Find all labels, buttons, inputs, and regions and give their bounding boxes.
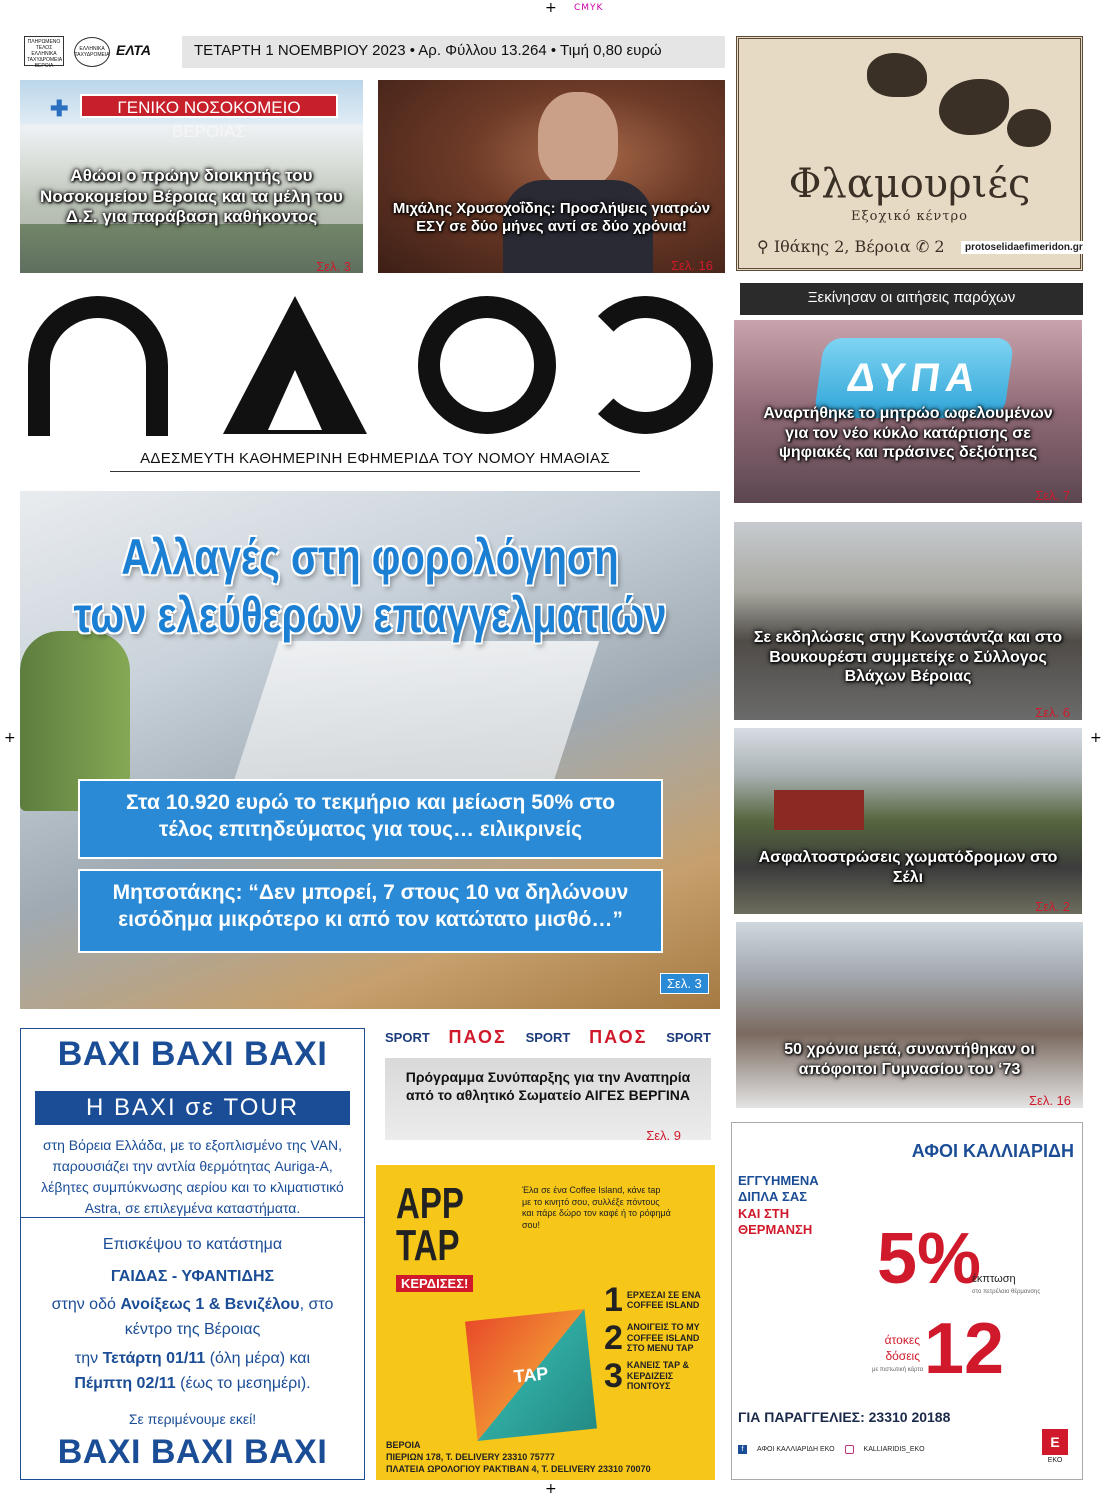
post-seal: ΕΛΛΗΝΙΚΑ ΤΑΧΥΔΡΟΜΕΙΑ [74, 37, 110, 67]
tagline-line2: ΔΙΠΛΑ ΣΑΣ [738, 1189, 808, 1205]
chalet-roof [774, 790, 864, 830]
story-headline: Σε εκδηλώσεις στην Κωνστάντζα και στο Βουκουρέστι συμμετείχε ο Σύλλογος Βλάχων Βέροιας [753, 629, 1063, 686]
story-headline: Αθώοι ο πρώην διοικητής του Νοσοκομείου Βέροιας και τα μέλη του Δ.Σ. για παράβαση καθήκοντος [40, 166, 343, 227]
tagline-line4: ΘΕΡΜΑΝΣΗ [738, 1221, 813, 1237]
street-pre: στην οδό [51, 1296, 121, 1313]
day1-pre: την [74, 1350, 103, 1367]
win-badge: ΚΕΡΔΙΣΕΣ! [396, 1275, 473, 1292]
ad-brand: Φλαμουριές [788, 161, 1031, 207]
baxi-title: BAXI BAXI BAXI [57, 1035, 328, 1073]
story-headline: Ασφαλτοστρώσεις χωματόδρομων στο Σέλι [758, 849, 1058, 886]
tap-cube: TAP [465, 1309, 597, 1441]
main-subhead-2: Μητσοτάκης: “Δεν μπορεί, 7 στους 10 να δηλώνουν εισόδημα μικρότερο κι από τον κατώτατο μισθό…” [78, 869, 663, 953]
registration-mark-right: + [1090, 730, 1102, 746]
coffee-address-1: ΠΙΕΡΙΩΝ 178, Τ. DELIVERY 23310 75777 [386, 1452, 555, 1463]
tagline: ΑΔΕΣΜΕΥΤΗ ΚΑΘΗΜΕΡΙΝΗ ΕΦΗΜΕΡΙΔΑ ΤΟΥ ΝΟΜΟΥ ΗΜΑΘΙΑΣ [110, 450, 640, 472]
address-text: Ιθάκης 2, Βέροια [773, 237, 911, 256]
baxi-footer: BAXI BAXI BAXI [57, 1433, 328, 1471]
divider [21, 1217, 364, 1218]
step-text: ΕΡΧΕΣΑΙ ΣΕ ΕΝΑ COFFEE ISLAND [626, 1289, 701, 1310]
leaf-icon [1007, 109, 1051, 147]
page-ref: Σελ. 9 [646, 1128, 681, 1143]
logo-letter-omicron [418, 296, 556, 434]
sport-headline: Πρόγραμμα Συνύπαρξης για την Αναπηρία από το αθλητικό Σωματείο ΑΙΓΕΣ ΒΕΡΓΙΝΑ [405, 1069, 691, 1104]
discount-label: έκπτωση [972, 1273, 1016, 1285]
facebook-icon[interactable]: f [738, 1445, 747, 1454]
step-2 [604, 1319, 704, 1357]
phone-icon: ✆ [915, 237, 930, 256]
ad-kalliaridi[interactable] [731, 1122, 1083, 1480]
tagline-line1: ΕΓΓΥΗΜΕΝΑ [738, 1173, 819, 1188]
coffee-city: ΒΕΡΟΙΑ [386, 1440, 421, 1450]
discount-note: στο πετρέλαιο θέρμανσης [972, 1289, 1041, 1295]
step-number: 1 [604, 1280, 623, 1319]
sport-header [385, 1026, 711, 1048]
kalliaridi-tagline [738, 1173, 819, 1238]
page-ref: Σελ. 6 [1035, 705, 1070, 720]
ad-subtitle: Εξοχικό κέντρο [851, 209, 968, 224]
main-subhead-1: Στα 10.920 ευρώ το τεκμήριο και μείωση 50% στο τέλος επιτηδεύματος για τους… ειλικρινείς [78, 779, 663, 859]
elta-text: ΕΛΤΑ [116, 42, 152, 58]
phone-text: 2 [934, 237, 945, 256]
kalliaridi-social [738, 1445, 925, 1454]
sport-label: SPORT [666, 1029, 711, 1045]
mini-logo: ΠΑΟΣ [448, 1026, 507, 1047]
story-headline: Αναρτήθηκε το μητρώο ωφελουμένων για τον νέο κύκλο κατάρτισης σε ψηφιακές και πράσινες δεξιότητες [763, 405, 1053, 462]
app-word: APP [396, 1179, 464, 1228]
story-headline: Μιχάλης Χρυσοχοΐδης: Προσλήψεις γιατρών ΕΣΥ σε δύο μήνες αντί σε δύο χρόνια! [392, 200, 711, 236]
postage-stamp: ΠΛΗΡΩΜΕΝΟ ΤΕΛΟΣ ΕΛΛΗΝΙΚΑ ΤΑΧΥΔΡΟΜΕΙΑ ΒΕΡΟΙΑ [24, 36, 64, 66]
baxi-closing: Σε περιμένουμε εκεί! [128, 1411, 257, 1427]
leaf-icon [867, 53, 927, 97]
story-dypa[interactable] [734, 320, 1082, 503]
elta-logo [116, 42, 151, 58]
main-title-line1: Αλλαγές στη φορολόγηση [121, 529, 619, 585]
page-ref: Σελ. 3 [660, 973, 709, 994]
coffee-addresses [386, 1439, 651, 1475]
watermark: protoselidaefimeridon.gr [961, 241, 1087, 254]
sport-story[interactable] [385, 1058, 711, 1143]
cross-icon: ✚ [50, 96, 69, 121]
coffee-address-2: ΠΛΑΤΕΙΑ ΩΡΟΛΟΓΙΟΥ ΡΑΚΤΙΒΑΝ 4, Τ. DELIVERY 23310 70070 [386, 1464, 651, 1475]
leaf-icon [939, 79, 1009, 135]
baxi-address [35, 1293, 350, 1343]
page-ref: Σελ. 3 [316, 259, 351, 273]
baxi-store: ΓΑΙΔΑΣ - ΥΦΑΝΤΙΔΗΣ [110, 1268, 275, 1285]
facebook-handle[interactable]: ΑΦΟΙ ΚΑΛΛΙΑΡΙΔΗ ΕΚΟ [757, 1446, 835, 1453]
ad-flamouries[interactable] [736, 36, 1083, 271]
main-title-line2: των ελεύθερων επαγγελματιών [73, 586, 667, 643]
installments-value: 12 [924, 1309, 1005, 1389]
day2: Πέμπτη 02/11 [74, 1374, 176, 1392]
story-chrysochoidis[interactable] [378, 80, 725, 273]
day1-post: (όλη μέρα) και [205, 1350, 311, 1367]
pin-icon: ⚲ [757, 237, 769, 256]
story-vlachs[interactable] [734, 522, 1082, 720]
installments-note: με πιστωτική κάρτα [872, 1367, 924, 1373]
page-ref: Σελ. 16 [1028, 1093, 1071, 1108]
day1: Τετάρτη 01/11 [102, 1350, 206, 1367]
logo-letter-pi [28, 296, 168, 436]
step-number: 2 [604, 1318, 623, 1357]
main-title [50, 529, 690, 644]
baxi-band: Η BAXI σε TOUR [35, 1091, 350, 1125]
cmyk-mark: CMYK [574, 3, 604, 13]
step-text: ΑΝΟΙΓΕΙΣ ΤΟ MY COFFEE ISLAND ΣΤΟ MENU TAP [626, 1322, 700, 1354]
logo-letter-sigma [578, 296, 713, 434]
tagline-line3: ΚΑΙ ΣΤΗ [738, 1205, 790, 1221]
eko-label: ΕΚΟ [1047, 1457, 1063, 1464]
story-seli[interactable] [734, 728, 1082, 914]
page-ref: Σελ. 2 [1035, 899, 1070, 914]
step-text: ΚΑΝΕΙΣ TAP & ΚΕΡΔΙΖΕΙΣ ΠΟΝΤΟΥΣ [626, 1360, 689, 1392]
coffee-intro: Έλα σε ένα Coffee Island, κάνε tap με το κινητό σου, συλλέξε πόντους και πάρε δώρο τον καφέ ή το ρόφημά σου! [522, 1185, 671, 1231]
dateline: ΤΕΤΑΡΤΗ 1 ΝΟΕΜΒΡΙΟΥ 2023 • Αρ. Φύλλου 13.264 • Τιμή 0,80 ευρώ [182, 36, 725, 68]
kalliaridi-orders: ΓΙΑ ΠΑΡΑΓΓΕΛΙΕΣ: 23310 20188 [738, 1409, 951, 1425]
ad-coffee-island[interactable] [376, 1165, 715, 1480]
kalliaridi-brand: ΑΦΟΙ ΚΑΛΛΙΑΡΙΔΗ [911, 1141, 1074, 1161]
baxi-visit: Επισκέψου το κατάστημα [102, 1236, 283, 1253]
tap-word: TAP [396, 1220, 460, 1270]
story-hospital[interactable] [20, 80, 363, 273]
ad-address [757, 237, 945, 256]
instagram-icon[interactable] [845, 1445, 854, 1454]
street-post: , στο κέντρο της Βέροιας [124, 1296, 334, 1338]
installments-label [880, 1333, 920, 1364]
page-ref: Σελ. 16 [670, 258, 713, 273]
installments-label-1: άτοκες [884, 1333, 920, 1347]
baxi-description: στη Βόρεια Ελλάδα, με το εξοπλισμένο της VAN, παρουσιάζει την αντλία θερμότητας Auriga-A, λέβητες συμπύκνωσης αερίου και το κλιματιστικό Astra, σε επιλεγμένα καταστήματα. [41, 1137, 344, 1216]
sport-label: SPORT [385, 1029, 430, 1045]
logo-letter-alpha-cut [268, 370, 322, 430]
registration-mark-bottom: + [545, 1481, 557, 1497]
portrait [538, 92, 618, 187]
app-tap-title [396, 1179, 464, 1270]
step-3 [604, 1357, 704, 1395]
coffee-steps [604, 1281, 704, 1395]
discount-value: 5% [877, 1219, 982, 1299]
ad-baxi[interactable] [20, 1028, 365, 1480]
page-ref: Σελ. 7 [1035, 488, 1070, 503]
newspaper-logo [28, 292, 713, 437]
section-label: Ξεκίνησαν οι αιτήσεις παρόχων [740, 283, 1083, 315]
instagram-handle[interactable]: KALLIARIDIS_EKO [863, 1446, 925, 1453]
step-number: 3 [604, 1356, 623, 1395]
registration-mark-left: + [4, 730, 16, 746]
eko-logo-icon: Ε [1042, 1429, 1068, 1455]
baxi-dates [35, 1347, 350, 1397]
registration-mark-top: + [545, 0, 557, 16]
story-gymnasium[interactable] [736, 922, 1083, 1108]
mini-logo: ΠΑΟΣ [589, 1026, 648, 1047]
story-headline: 50 χρόνια μετά, συναντήθηκαν οι απόφοιτοι Γυμνασίου του ‘73 [784, 1041, 1035, 1078]
sport-label: SPORT [525, 1029, 571, 1045]
hospital-sign: ΓΕΝΙΚΟ ΝΟΣΟΚΟΜΕΙΟ [80, 94, 338, 118]
day2-post: (έως το μεσημέρι). [175, 1374, 311, 1392]
main-story[interactable] [20, 491, 720, 1009]
installments-label-2: δόσεις [885, 1348, 920, 1363]
street: Ανοίξεως 1 & Βενιζέλου [120, 1296, 300, 1313]
dypa-logo: ΔΥΠΑ [813, 338, 1014, 418]
step-1 [604, 1281, 704, 1319]
